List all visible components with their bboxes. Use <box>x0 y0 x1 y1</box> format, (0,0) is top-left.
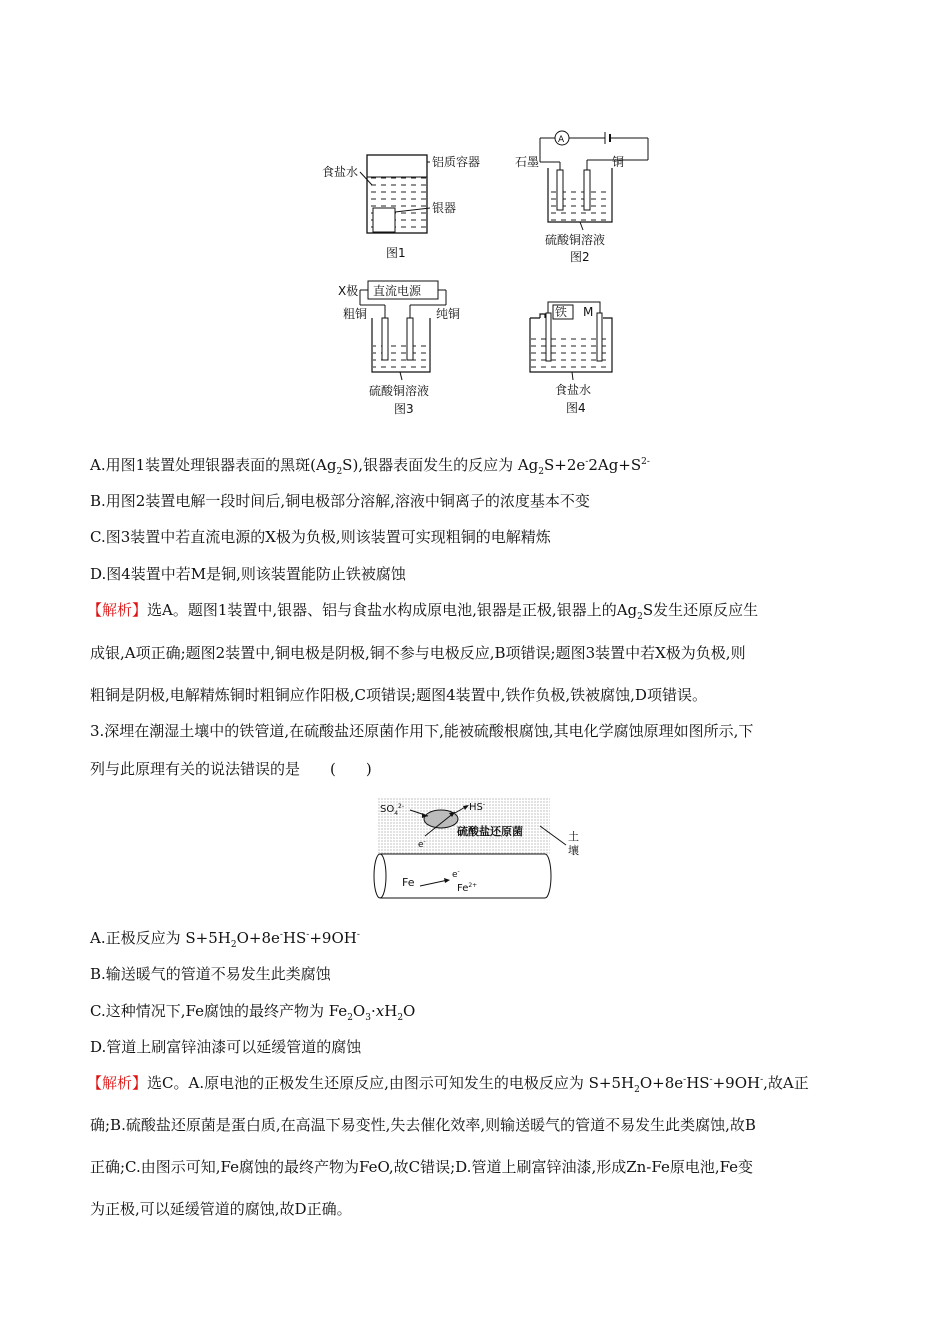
fig3-left-label: 粗铜 <box>343 307 368 321</box>
q3-stem-line-1: 3.深埋在潮湿土壤中的铁管道,在硫酸盐还原菌作用下,能被硫酸根腐蚀,其电化学腐蚀原理如图所示,下 <box>90 722 754 740</box>
q3-analysis-line-3: 正确;C.由图示可知,Fe腐蚀的最终产物为FeO,故C错误;D.管道上刷富锌油漆,形成Zn-Fe原电池,Fe变 <box>90 1158 754 1176</box>
fig3-solution: 硫酸铜溶液 <box>369 384 430 398</box>
q2-analysis-line-1: 【解析】选A。题图1装置中,银器、铝与食盐水构成原电池,银器是正极,银器上的$Ag_2S$发生还原反应生 <box>87 601 759 622</box>
fig1-caption: 图1 <box>386 246 406 260</box>
analysis-tag: 【解析】 <box>87 601 148 619</box>
figure-4 <box>530 302 612 415</box>
fig3-power: 直流电源 <box>373 284 422 298</box>
fig3-caption: 图3 <box>394 402 414 416</box>
fig4-electrode: 铁 <box>555 305 568 319</box>
analysis-tag: 【解析】 <box>87 1074 148 1092</box>
q2-option-b: B.用图2装置电解一段时间后,铜电极部分溶解,溶液中铜离子的浓度基本不变 <box>90 492 590 510</box>
q3-option-b: B.输送暖气的管道不易发生此类腐蚀 <box>90 965 331 983</box>
figure-2 <box>515 131 648 264</box>
electrochem-figures <box>0 0 950 440</box>
fig3-right-label: 纯铜 <box>436 307 461 321</box>
q3-analysis-line-4: 为正极,可以延缓管道的腐蚀,故D正确。 <box>90 1200 352 1218</box>
fig2-solution: 硫酸铜溶液 <box>545 233 606 247</box>
fig2-left-label: 石墨 <box>515 155 540 169</box>
q3-option-c: C.这种情况下,Fe腐蚀的最终产物为 $Fe_2O_3\cdot xH_2O$ <box>90 1002 416 1023</box>
q2-analysis-line-3: 粗铜是阴极,电解精炼铜时粗铜应作阳极,C项错误;题图4装置中,铁作负极,铁被腐蚀,D项错误。 <box>90 686 707 704</box>
q2-option-c: C.图3装置中若直流电源的X极为负极,则该装置可实现粗铜的电解精炼 <box>90 528 551 546</box>
fig1-left-label: 食盐水 <box>322 165 359 179</box>
fig4-caption: 图4 <box>566 401 586 415</box>
fig2-caption: 图2 <box>570 250 590 264</box>
so4-label: $SO_4^{2-}$ <box>380 803 405 817</box>
q2-analysis-line-2: 成银,A项正确;题图2装置中,铜电极是阴极,铜不参与电极反应,B项错误;题图3装置中若X极为负极,则 <box>90 644 746 662</box>
figure-1 <box>322 154 480 260</box>
q3-option-a: A.正极反应为 $S+5H_2O+8e^-HS^-+9OH^-$ <box>90 929 360 950</box>
soil-label-1: 土 <box>568 830 579 843</box>
fig1-top-label: 铝质容器 <box>432 155 481 169</box>
q2-option-a: A.用图1装置处理银器表面的黑斑$(Ag_2S)$,银器表面发生的反应为 $Ag_2S+2e^-2Ag+S^{2-}$ <box>90 456 650 477</box>
q3-analysis-line-1: 【解析】选C。A.原电池的正极发生还原反应,由图示可知发生的电极反应为 $S+5H_2O+8e^-HS^-+9OH^-$,故A正 <box>87 1074 809 1095</box>
q3-analysis-line-2: 确;B.硫酸盐还原菌是蛋白质,在高温下易变性,失去催化效率,则输送暖气的管道不易发生此类腐蚀,故B <box>90 1116 756 1134</box>
figure-3 <box>338 281 460 416</box>
bacteria-label: 硫酸盐还原菌 <box>457 825 523 838</box>
hs-label: HS- <box>469 801 486 813</box>
electron-label: e- <box>418 838 426 850</box>
q3-option-d: D.管道上刷富锌油漆可以延缓管道的腐蚀 <box>90 1038 362 1056</box>
fig2-meter: A <box>558 135 565 145</box>
fe-label: Fe <box>402 876 415 889</box>
fig4-solution: 食盐水 <box>555 383 592 397</box>
fig2-right-label: 铜 <box>612 155 625 169</box>
q2-option-d: D.图4装置中若M是铜,则该装置能防止铁被腐蚀 <box>90 565 406 583</box>
fig3-x-label: X极 <box>338 284 359 298</box>
fe2-label: $Fe^{2+}$ <box>457 882 478 894</box>
fig4-m-label: M <box>583 305 594 319</box>
soil-label-2: 壤 <box>568 844 579 857</box>
fig1-mid-label: 银器 <box>432 201 457 215</box>
corrosion-figure <box>0 790 950 910</box>
electron-label-2: e- <box>452 868 460 880</box>
q3-stem-line-2: 列与此原理有关的说法错误的是 ( ) <box>90 760 372 778</box>
